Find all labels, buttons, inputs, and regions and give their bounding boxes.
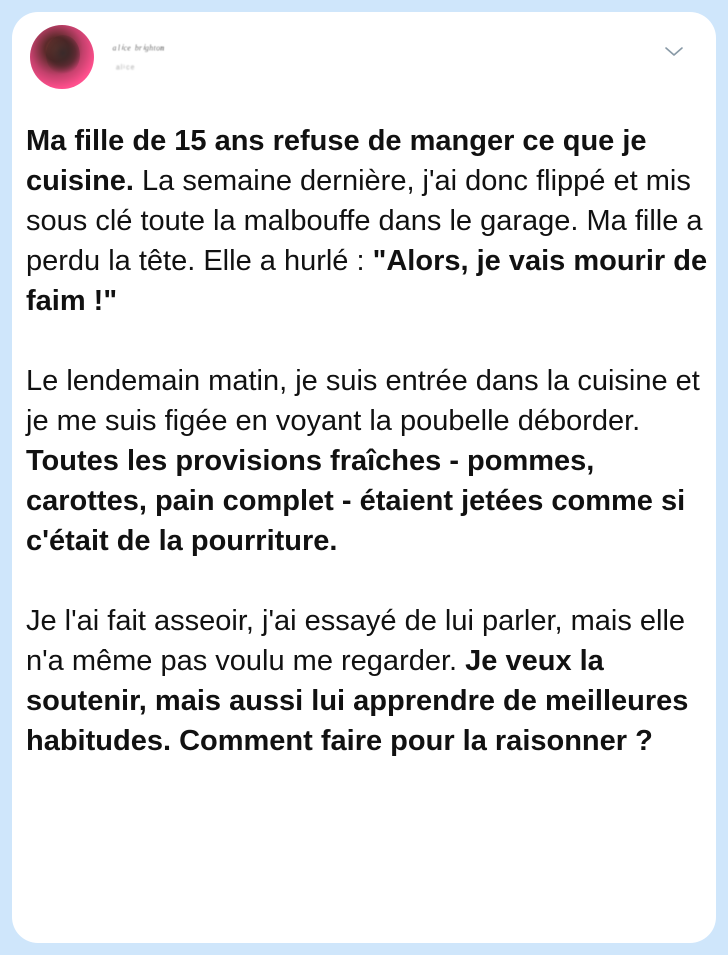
text-segment: Ma fille de 15 ans refuse de manger ce que je cuisine. <box>26 125 647 197</box>
tweet-text <box>26 121 716 761</box>
text-segment: Toutes les provisions fraîches - pommes, carottes, pain complet - étaient jetées comme si c'était de la pourriture. <box>26 445 686 557</box>
tweet-card <box>12 12 716 943</box>
tweet-paragraph <box>26 601 716 761</box>
text-segment: Je veux la soutenir, mais aussi lui apprendre de meilleures habitudes. Comment faire pour la raisonner ? <box>26 645 689 757</box>
chevron-down-icon[interactable] <box>662 40 686 64</box>
text-segment: "Alors, je vais mourir de faim !" <box>26 245 708 317</box>
tweet-paragraph <box>26 361 716 561</box>
text-segment: La semaine dernière, j'ai donc flippé et mis sous clé toute la malbouffe dans le garage. Ma fille a perdu la tête. Elle a hurlé : <box>26 165 703 277</box>
text-segment: Je l'ai fait asseoir, j'ai essayé de lui parler, mais elle n'a même pas voulu me regarder. <box>26 605 686 677</box>
user-avatar[interactable] <box>30 25 94 89</box>
tweet-paragraph <box>26 121 716 321</box>
author-name[interactable]: ᵃˡⁱᶜᵉ ᵇʳⁱᵍʰᵗᵒⁿ <box>112 42 165 57</box>
text-segment: Le lendemain matin, je suis entrée dans la cuisine et je me suis figée en voyant la poubelle déborder. <box>26 365 700 437</box>
author-handle[interactable]: ᵃˡⁱᶜᵉ <box>116 64 136 75</box>
